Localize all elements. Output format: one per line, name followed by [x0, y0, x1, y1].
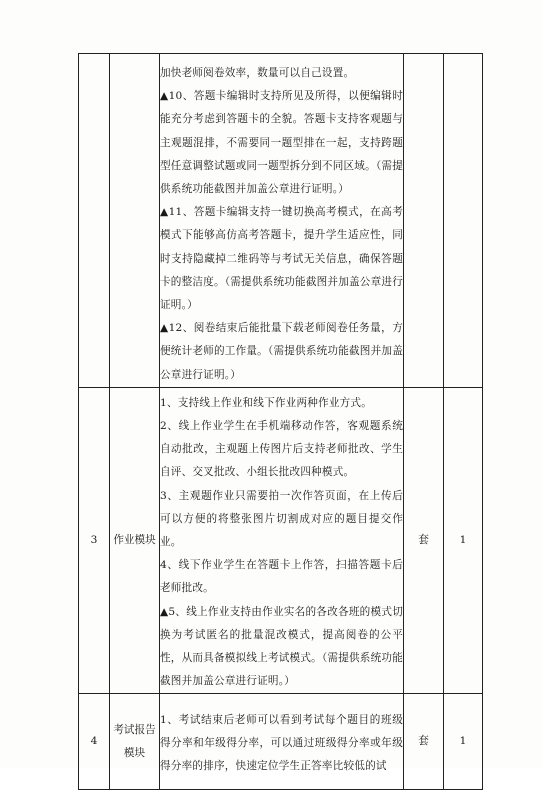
procurement-spec-table	[78, 53, 483, 790]
description-paragraph: ▲12、阅卷结束后能批量下载老师阅卷任务量，方便统计老师的工作量。（需提供系统功能截图并加盖公章进行证明。）	[160, 322, 403, 381]
item-unit: 套	[404, 387, 444, 694]
item-name: 作业模块	[110, 387, 160, 694]
item-number	[79, 54, 110, 388]
item-quantity	[444, 54, 483, 388]
description-paragraph: 1、考试结束后老师可以看到考试每个题目的班级得分率和年级得分率，可以通过班级得分率或年级得分率的排序，快速定位学生正答率比较低的试	[160, 713, 403, 773]
description-paragraph: ▲10、答题卡编辑时支持所见及所得，以便编辑时能充分考虑到答题卡的全貌。答题卡支持客观题与主观题混排，不需要同一题型排在一起，支持跨题型任意调整试题或同一题型拆分到不同区域。（需提供系统功能截图并加盖公章进行证明。）	[160, 90, 403, 196]
item-quantity: 1	[444, 387, 483, 694]
item-name: 考试报告模块	[110, 694, 160, 790]
item-description	[160, 694, 404, 790]
item-number: 4	[79, 694, 110, 790]
item-quantity: 1	[444, 694, 483, 790]
item-unit	[404, 54, 444, 388]
description-paragraph: 3、主观题作业只需要拍一次作答页面，在上传后可以方便的将整张图片切割成对应的题目提交作业。	[160, 489, 403, 549]
item-description	[160, 54, 404, 388]
table-row	[79, 387, 483, 694]
description-paragraph: 加快老师阅卷效率，数量可以自己设置。	[160, 67, 355, 79]
description-paragraph: 1、支持线上作业和线下作业两种作业方式。	[160, 396, 373, 409]
table-row	[79, 54, 483, 388]
item-unit: 套	[404, 694, 444, 790]
description-paragraph: ▲5、线上作业支持由作业实名的各改各班的模式切换为考试匿名的批量混改模式，提高阅卷的公平性，从而具备模拟线上考试模式。（需提供系统功能截图并加盖公章进行证明。）	[160, 605, 403, 688]
item-number: 3	[79, 387, 110, 694]
item-name	[110, 54, 160, 388]
description-paragraph: 2、线上作业学生在手机端移动作答，客观题系统自动批改，主观题上传图片后支持老师批改、学生自评、交叉批改、小组长批改四种模式。	[160, 420, 403, 479]
description-paragraph: 4、线下作业学生在答题卡上作答，扫描答题卡后老师批改。	[160, 559, 403, 595]
item-description	[160, 387, 404, 694]
table-row	[79, 694, 483, 790]
description-paragraph: ▲11、答题卡编辑支持一键切换高考模式，在高考模式下能够高仿高考答题卡，提升学生适应性，同时支持隐藏掉二维码等与考试无关信息，确保答题卡的整洁度。（需提供系统功能截图并加盖公章进行证明。）	[160, 206, 403, 312]
